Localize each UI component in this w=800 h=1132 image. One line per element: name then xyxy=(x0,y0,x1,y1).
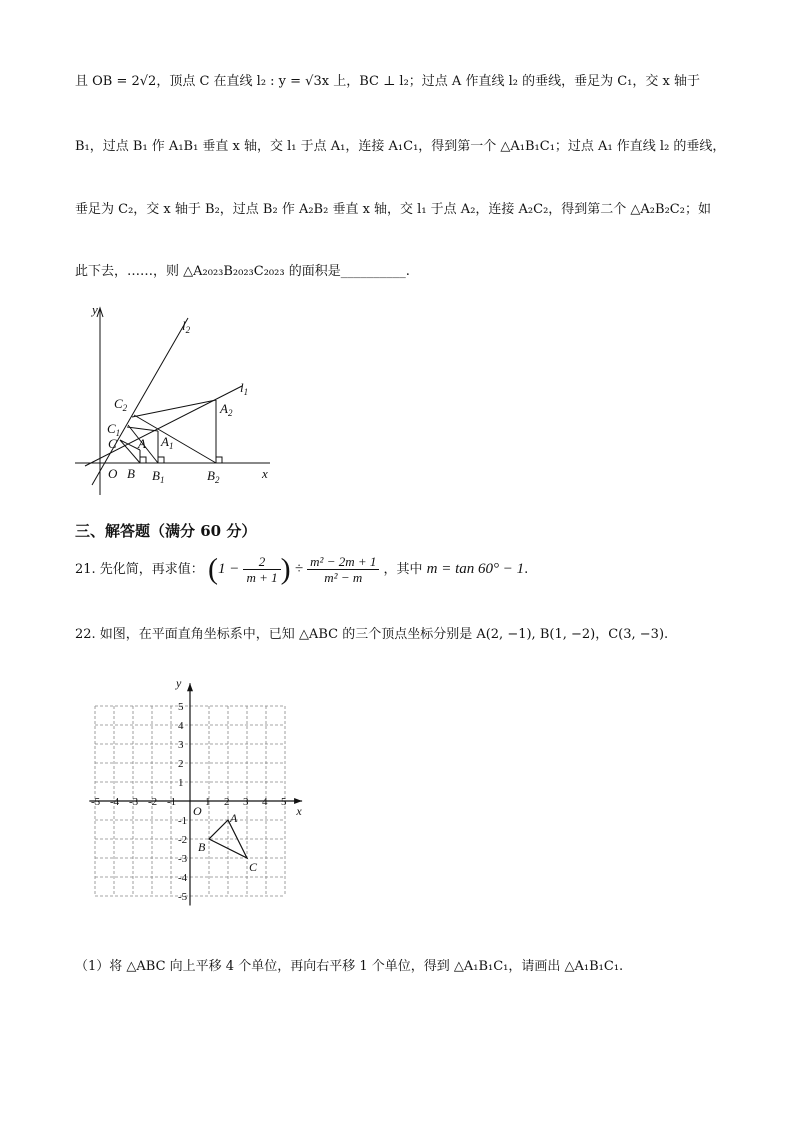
fig1-label-y: y xyxy=(92,302,98,317)
problem21 xyxy=(75,547,735,591)
problem22-text: 22. 如图，在平面直角坐标系中，已知 △ABC 的三个顶点坐标分别是 A(2, −1), B(1, −2)，C(3, −3). xyxy=(75,627,669,642)
x-tick-label: -4 xyxy=(110,796,120,808)
left-paren: ( xyxy=(207,552,218,586)
y-tick-label: -4 xyxy=(178,872,188,884)
problem21-prefix: 21. 先化简，再求值： xyxy=(75,562,204,577)
x-tick-label: -1 xyxy=(167,796,177,808)
y-tick-label: 4 xyxy=(178,720,184,732)
fig1-label-C1: $C_1$ xyxy=(107,421,121,438)
problem20-line1: 且 OB = 2√2，顶点 C 在直线 l₂ : y = √3x 上，BC ⊥ l₂；过点 A 作直线 l₂ 的垂线，垂足为 C₁，交 x 轴于 xyxy=(75,74,700,89)
fig1-label-C2: $C_2$ xyxy=(114,396,128,413)
origin-label: O xyxy=(193,804,202,818)
y-tick-label: -2 xyxy=(178,834,188,846)
fraction-m-expression xyxy=(307,554,379,585)
x-tick-label: 5 xyxy=(281,796,287,808)
fig1-segment-A2C2 xyxy=(132,400,216,417)
y-axis-label: y xyxy=(176,678,182,690)
x-tick-label: 2 xyxy=(224,796,230,808)
fig1-right-angle-B1 xyxy=(158,457,164,463)
fig1-right-angle-B2 xyxy=(216,457,222,463)
y-tick-label: 1 xyxy=(178,777,184,789)
y-tick-label: -3 xyxy=(178,853,188,865)
problem21-one: 1 − xyxy=(217,561,240,577)
problem20-line2: B₁，过点 B₁ 作 A₁B₁ 垂直 x 轴，交 l₁ 于点 A₁，连接 A₁C₁，得到第一个 △A₁B₁C₁；过点 A₁ 作直线 l₂ 的垂线， xyxy=(75,139,726,154)
point-label-A: A xyxy=(230,811,238,825)
fig1-segment-AC xyxy=(120,440,140,450)
point-label-B: B xyxy=(198,840,206,854)
fig1-right-angle-B xyxy=(140,457,146,463)
x-tick-label: 3 xyxy=(243,796,249,808)
fig1-label-l2: $l_2$ xyxy=(182,318,191,335)
frac2-numerator: m² − 2m + 1 xyxy=(307,554,379,570)
fig1-label-B: B xyxy=(127,466,135,481)
y-axis-arrow xyxy=(187,683,193,691)
fig1-label-A2: $A_2$ xyxy=(220,401,233,418)
problem20-line3: 垂足为 C₂，交 x 轴于 B₂，过点 B₂ 作 A₂B₂ 垂直 x 轴，交 l₁ 于点 A₂，连接 A₂C₂，得到第二个 △A₂B₂C₂；如 xyxy=(75,202,711,217)
frac1-numerator: 2 xyxy=(243,554,280,570)
section-title: 三、解答题（满分 60 分） xyxy=(75,522,257,540)
fig1-label-O: O xyxy=(108,466,118,481)
x-tick-label: 4 xyxy=(262,796,268,808)
figure-l1-l2-construction xyxy=(70,300,280,500)
fig1-label-B2: $B_2$ xyxy=(207,468,220,485)
x-tick-label: -2 xyxy=(148,796,158,808)
y-tick-label: 2 xyxy=(178,758,184,770)
y-tick-label: 5 xyxy=(178,701,184,713)
point-label-C: C xyxy=(249,860,258,874)
fig1-label-B1: $B_1$ xyxy=(152,468,165,485)
problem20-line4: 此下去，……，则 △A₂₀₂₃B₂₀₂₃C₂₀₂₃ 的面积是__________. xyxy=(75,264,410,279)
problem21-mid: ，其中 xyxy=(383,562,423,577)
fig1-label-l1: $l_1$ xyxy=(240,380,249,397)
fig1-label-C: C xyxy=(108,436,117,451)
x-tick-label: -3 xyxy=(129,796,139,808)
problem21-condition: m = tan 60° − 1 xyxy=(426,561,525,577)
right-paren: ) xyxy=(280,552,291,586)
coordinate-grid-figure xyxy=(80,678,310,908)
fraction-2-over-m-plus-1 xyxy=(243,554,280,585)
x-tick-label: -5 xyxy=(91,796,101,808)
fig1-label-x: x xyxy=(262,466,268,481)
y-tick-label: 3 xyxy=(178,739,184,751)
y-tick-label: -1 xyxy=(178,815,188,827)
fig1-label-A1: $A_1$ xyxy=(161,434,174,451)
problem22-part1: （1）将 △ABC 向上平移 4 个单位，再向右平移 1 个单位，得到 △A₁B₁C₁，请画出 △A₁B₁C₁. xyxy=(75,959,624,974)
problem21-end: . xyxy=(524,562,529,577)
fig1-label-A: A xyxy=(138,436,146,451)
frac1-denominator: m + 1 xyxy=(246,570,278,585)
y-tick-label: -5 xyxy=(178,891,188,903)
divide-sign: ÷ xyxy=(294,561,304,577)
frac2-denominator: m² − m xyxy=(324,570,363,585)
x-axis-label: x xyxy=(296,804,302,818)
fig1-segment-C2B2 xyxy=(134,415,216,463)
x-tick-label: 1 xyxy=(205,796,211,808)
